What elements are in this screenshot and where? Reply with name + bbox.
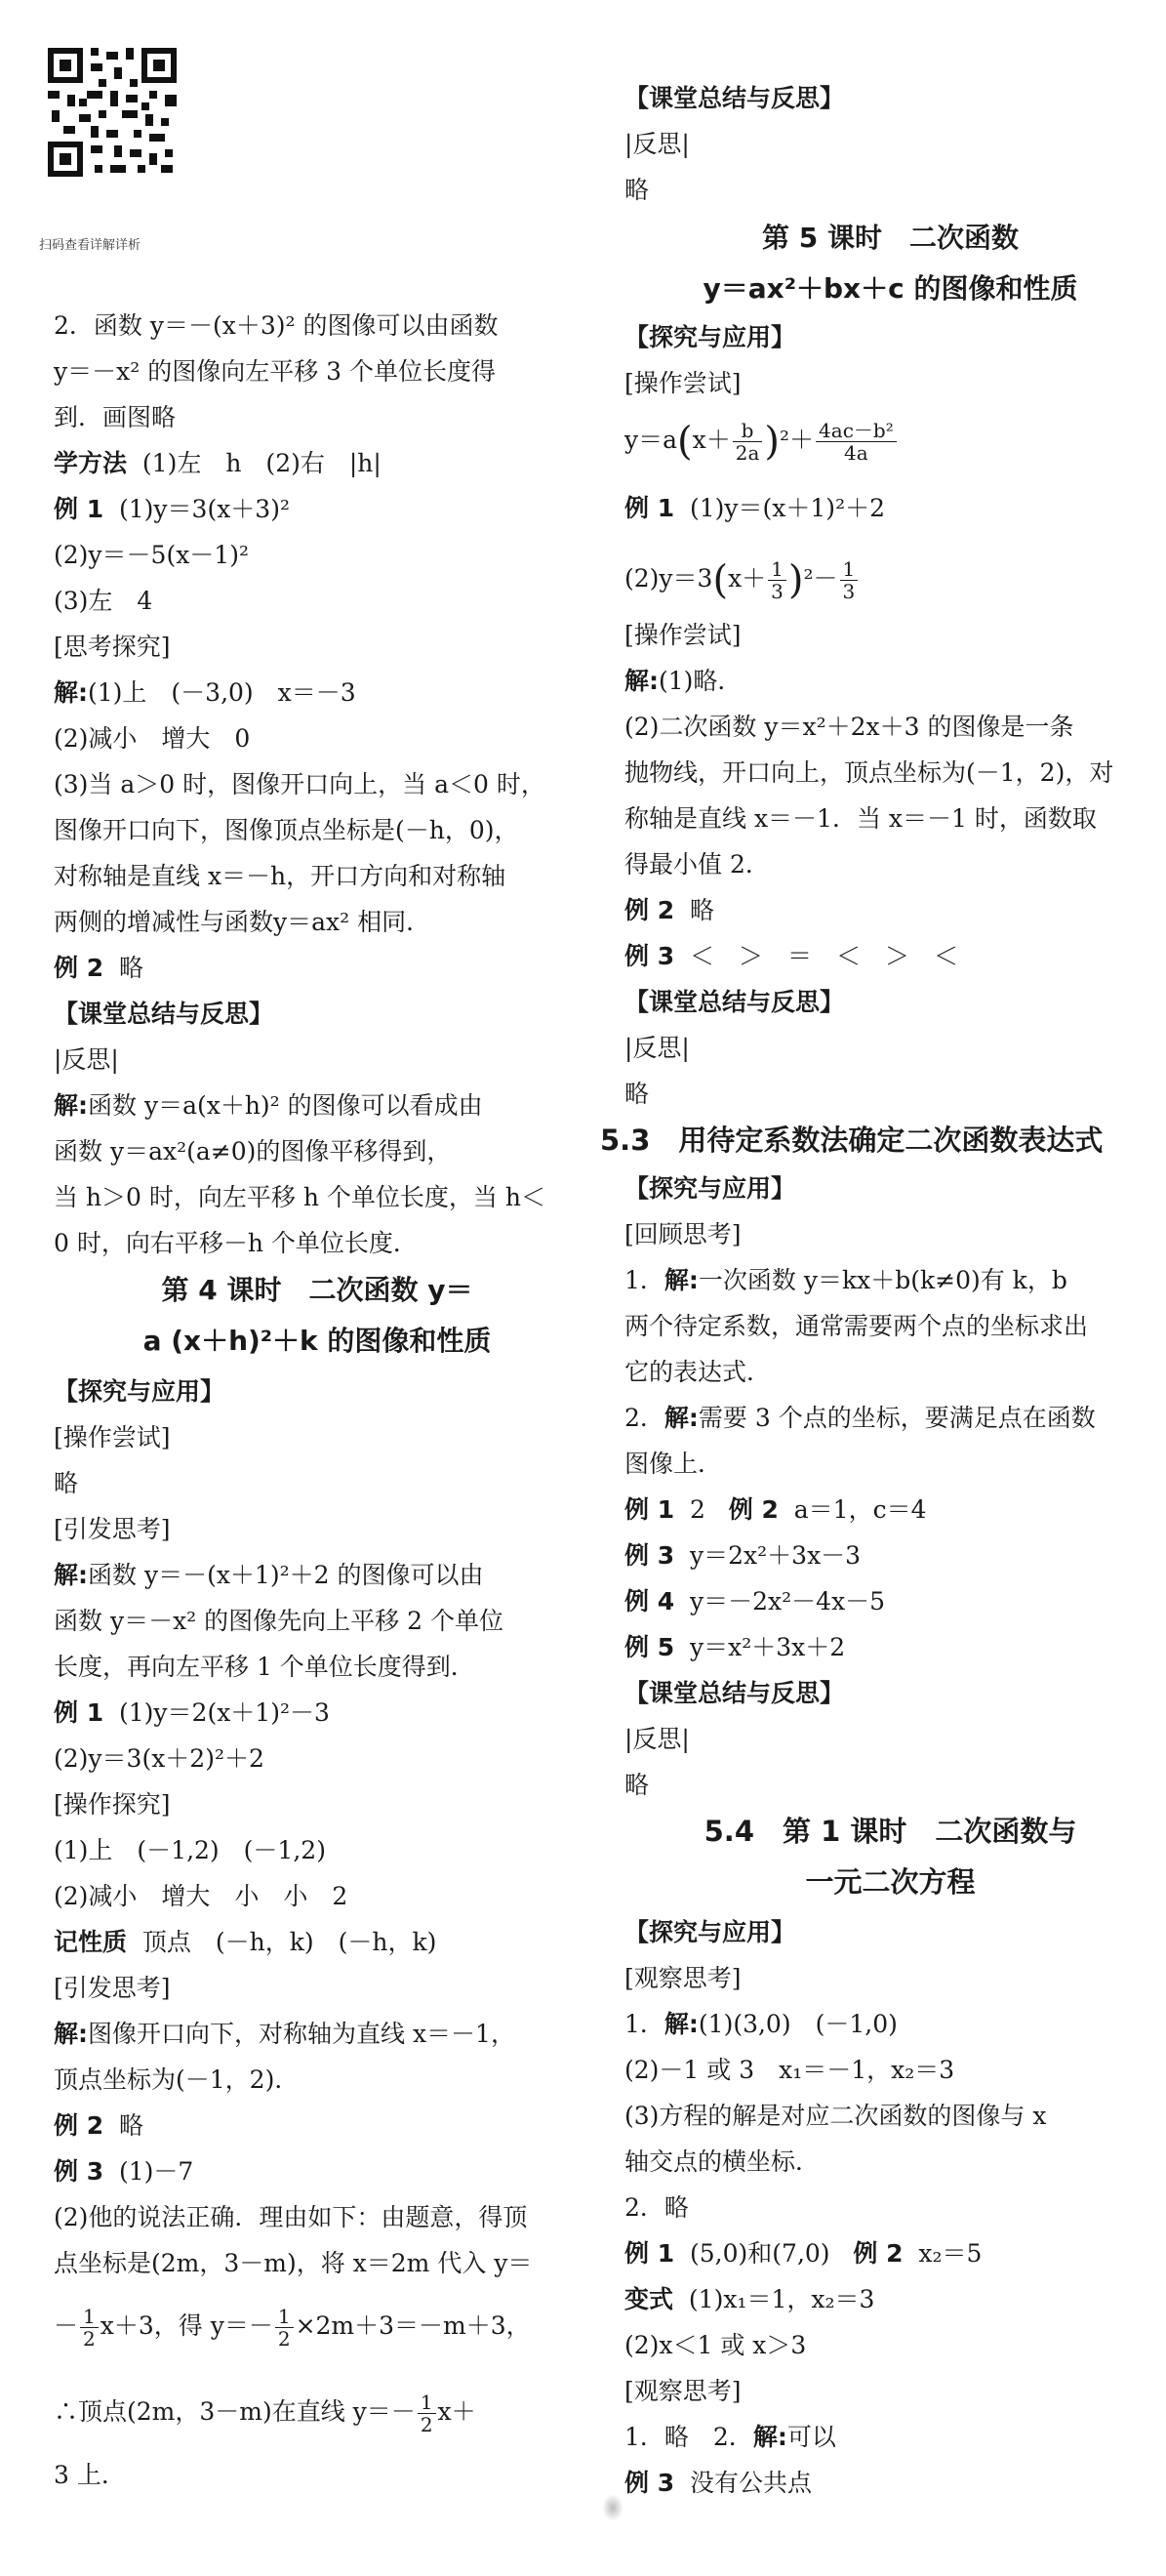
text-line bbox=[54, 1560, 483, 1591]
fraction-denominator: 2a bbox=[735, 441, 760, 465]
text-line bbox=[624, 2284, 874, 2315]
answer-text: 略 bbox=[690, 896, 715, 924]
fraction-numerator: 1 bbox=[840, 558, 859, 581]
text-line: 对称轴是直线 x＝－h，开口方向和对称轴 bbox=[54, 862, 506, 890]
fraction-denominator: 2 bbox=[277, 2327, 291, 2351]
example-label: 例 1 bbox=[624, 1495, 675, 1524]
text-line bbox=[54, 953, 143, 984]
example-label: 例 2 bbox=[728, 1495, 779, 1524]
chapter-heading: 一元二次方程 bbox=[805, 1865, 976, 1899]
example-label: 例 1 bbox=[54, 495, 104, 523]
paren-right: ) bbox=[787, 557, 804, 603]
fraction bbox=[733, 420, 763, 464]
section-heading: 【探究与应用】 bbox=[54, 1377, 225, 1406]
answer-text: ＜ ＞ ＝ ＜ ＞ ＜ bbox=[690, 942, 959, 970]
text-line: (2)－1 或 3 x₁＝－1，x₂＝3 bbox=[624, 2056, 955, 2084]
chapter-heading: 5.3 用待定系数法确定二次函数表达式 bbox=[600, 1124, 1104, 1157]
text-line: 略 bbox=[624, 1080, 650, 1108]
math-text: x＋3，得 y＝－ bbox=[100, 2311, 273, 2340]
subsection-label: |反思| bbox=[624, 1725, 690, 1753]
answer-text: 图像开口向下，对称轴为直线 x＝－1， bbox=[88, 2020, 515, 2048]
answer-text: 2 bbox=[690, 1495, 705, 1524]
text-line: 两个待定系数，通常需要两个点的坐标求出 bbox=[624, 1312, 1089, 1340]
text-line bbox=[624, 1403, 1096, 1434]
section-heading: 【课堂总结与反思】 bbox=[624, 84, 845, 112]
text-line bbox=[54, 1927, 436, 1958]
answer-text: 顶点 (－h，k) (－h，k) bbox=[141, 1928, 437, 1956]
subsection-label: [观察思考] bbox=[624, 2377, 742, 2405]
solution-label: 解: bbox=[54, 1561, 88, 1589]
lesson-title: 第 5 课时 二次函数 bbox=[762, 222, 1019, 254]
answer-text: (1)(3,0) (－1,0) bbox=[698, 2010, 898, 2038]
subsection-label: |反思| bbox=[54, 1045, 119, 1074]
text-line bbox=[624, 1265, 1067, 1296]
text-line bbox=[54, 1090, 483, 1122]
answer-text: (5,0)和(7,0) bbox=[690, 2239, 830, 2268]
text-line bbox=[54, 494, 290, 525]
fraction bbox=[768, 558, 786, 602]
text-line: (2)y＝－5(x－1)² bbox=[54, 541, 249, 569]
text-line: (2)y＝3(x＋2)²＋2 bbox=[54, 1744, 264, 1773]
math-text: (2)y＝3 bbox=[624, 564, 713, 593]
text-line bbox=[54, 2019, 515, 2050]
example-label: 例 2 bbox=[54, 2111, 104, 2140]
example-label: 例 2 bbox=[54, 954, 104, 982]
subsection-label: [引发思考] bbox=[54, 1515, 171, 1543]
subsection-label: [引发思考] bbox=[54, 1974, 171, 2002]
lesson-title: 第 4 课时 二次函数 y＝ bbox=[161, 1274, 473, 1306]
text-line: y＝－x² 的图像向左平移 3 个单位长度得 bbox=[54, 357, 496, 386]
qr-caption: 扫码查看详解详析 bbox=[39, 238, 141, 253]
text-line bbox=[624, 2468, 812, 2499]
math-text: ∴顶点(2m，3－m)在直线 y＝－ bbox=[54, 2397, 416, 2426]
fraction-numerator: 1 bbox=[418, 2392, 436, 2414]
example-label: 例 4 bbox=[624, 1587, 675, 1615]
text-line: 长度，再向左平移 1 个单位长度得到． bbox=[54, 1653, 475, 1681]
fraction bbox=[840, 558, 859, 602]
text-line: 点坐标是(2m，3－m)，将 x＝2m 代入 y＝ bbox=[54, 2249, 533, 2277]
text-line: (2)二次函数 y＝x²＋2x＋3 的图像是一条 bbox=[624, 713, 1074, 741]
answer-text: (1)上 (－3,0) x＝－3 bbox=[88, 678, 356, 707]
text-line bbox=[624, 2238, 982, 2269]
answer-text: x₂＝5 bbox=[918, 2239, 983, 2268]
text-line: (3)当 a＞0 时，图像开口向上，当 a＜0 时， bbox=[54, 770, 545, 798]
fraction-numerator: 1 bbox=[768, 558, 786, 581]
text-line: 2．略 bbox=[624, 2193, 689, 2222]
answer-text: (1)－7 bbox=[119, 2157, 194, 2186]
section-heading: 【探究与应用】 bbox=[624, 1174, 796, 1203]
solution-label: 解: bbox=[54, 1091, 88, 1120]
text-line: (3)左 4 bbox=[54, 587, 153, 615]
example-label: 例 2 bbox=[624, 896, 675, 924]
text-line bbox=[54, 448, 382, 479]
answer-text: 需要 3 个点的坐标，要满足点在函数 bbox=[698, 1404, 1096, 1432]
text-line bbox=[54, 2306, 531, 2350]
text-line bbox=[624, 2422, 836, 2453]
solution-label: 解: bbox=[54, 678, 88, 707]
subsection-label: |反思| bbox=[624, 130, 690, 158]
paren-left: ( bbox=[677, 419, 693, 465]
item-number: 2． bbox=[624, 1404, 664, 1432]
text-line bbox=[624, 666, 742, 697]
text-line bbox=[624, 2009, 898, 2040]
section-label: 记性质 bbox=[54, 1928, 128, 1956]
item-number: 1． bbox=[624, 1266, 664, 1294]
solution-label: 解: bbox=[663, 1404, 699, 1432]
solution-label: 解: bbox=[663, 2010, 699, 2038]
answer-text: (1)y＝3(x＋3)² bbox=[119, 495, 290, 523]
example-label: 例 3 bbox=[624, 2469, 675, 2497]
text-line: 到．画图略 bbox=[54, 403, 177, 431]
text-line: 它的表达式． bbox=[624, 1358, 772, 1386]
fraction-numerator: 4ac－b² bbox=[816, 420, 897, 442]
fraction-denominator: 2 bbox=[83, 2327, 96, 2351]
example-label: 例 2 bbox=[853, 2239, 904, 2268]
math-text: ²－ bbox=[803, 564, 838, 593]
text-line: 图像开口向下，图像顶点坐标是(－h，0)， bbox=[54, 816, 519, 844]
math-text: ×2m＋3＝－m＋3， bbox=[295, 2311, 531, 2340]
answer-text: (1)左 h (2)右 |h| bbox=[141, 449, 382, 477]
text-line: 函数 y＝ax²(a≠0)的图像平移得到， bbox=[54, 1137, 452, 1165]
answer-text: (1)x₁＝1，x₂＝3 bbox=[688, 2285, 875, 2313]
section-heading: 【探究与应用】 bbox=[624, 323, 796, 351]
answer-text: (1)略． bbox=[659, 667, 743, 695]
math-text: x＋ bbox=[692, 426, 731, 454]
fraction-numerator: 1 bbox=[275, 2306, 294, 2328]
text-line: 称轴是直线 x＝－1．当 x＝－1 时，函数取 bbox=[624, 804, 1097, 833]
fraction bbox=[418, 2392, 436, 2435]
section-label: 学方法 bbox=[54, 449, 128, 477]
formula-line bbox=[624, 558, 860, 602]
answer-text: 函数 y＝a(x＋h)² 的图像可以看成由 bbox=[88, 1091, 483, 1120]
qr-code-image bbox=[44, 44, 181, 181]
answer-text: 1．略 2． bbox=[624, 2423, 753, 2451]
answer-text: y＝2x²＋3x－3 bbox=[690, 1541, 862, 1570]
lesson-title: a (x＋h)²＋k 的图像和性质 bbox=[142, 1325, 492, 1357]
answer-text: a＝1，c＝4 bbox=[793, 1495, 927, 1524]
lesson-title: y＝ax²＋bx＋c 的图像和性质 bbox=[703, 272, 1078, 305]
text-line: 略 bbox=[54, 1469, 79, 1497]
solution-label: 解: bbox=[624, 667, 659, 695]
chapter-heading: 5.4 第 1 课时 二次函数与 bbox=[704, 1815, 1077, 1848]
subsection-label: [回顾思考] bbox=[624, 1220, 742, 1248]
example-label: 例 1 bbox=[624, 2239, 675, 2268]
text-line bbox=[54, 677, 356, 709]
text-line: 函数 y＝－x² 的图像先向上平移 2 个单位 bbox=[54, 1607, 503, 1635]
example-label: 例 5 bbox=[624, 1633, 675, 1661]
text-line: 0 时，向右平移－h 个单位长度． bbox=[54, 1229, 418, 1257]
fraction-numerator: b bbox=[733, 420, 763, 442]
variant-label: 变式 bbox=[624, 2285, 674, 2313]
section-heading: 【探究与应用】 bbox=[624, 1918, 796, 1946]
text-line: 略 bbox=[624, 176, 650, 204]
text-line: 当 h＞0 时，向左平移 h 个单位长度，当 h＜ bbox=[54, 1183, 545, 1211]
text-line: 2．函数 y＝－(x＋3)² 的图像可以由函数 bbox=[54, 311, 499, 340]
answer-text: 没有公共点 bbox=[690, 2469, 813, 2497]
fraction-denominator: 2 bbox=[420, 2413, 433, 2436]
subsection-label: [操作尝试] bbox=[624, 369, 742, 397]
fraction bbox=[275, 2306, 294, 2350]
subsection-label: [操作探究] bbox=[54, 1790, 171, 1819]
subsection-label: |反思| bbox=[624, 1034, 690, 1062]
fraction-denominator: 3 bbox=[842, 580, 856, 603]
text-line: 顶点坐标为(－1，2)． bbox=[54, 2065, 300, 2094]
text-line bbox=[624, 1540, 861, 1572]
section-heading: 【课堂总结与反思】 bbox=[624, 988, 845, 1016]
answer-text: 一次函数 y＝kx＋b(k≠0)有 k，b bbox=[698, 1266, 1067, 1294]
text-line: (2)减小 增大 0 bbox=[54, 724, 251, 753]
answer-text: 函数 y＝－(x＋1)²＋2 的图像可以由 bbox=[88, 1561, 484, 1589]
text-line bbox=[54, 1697, 330, 1729]
subsection-label: [观察思考] bbox=[624, 1964, 742, 1992]
math-text: x＋ bbox=[437, 2397, 476, 2426]
text-line: 图像上． bbox=[624, 1450, 723, 1478]
answer-text: 可以 bbox=[786, 2423, 836, 2451]
subsection-label: [操作尝试] bbox=[624, 621, 742, 649]
example-label: 例 3 bbox=[624, 1541, 675, 1570]
answer-text: 略 bbox=[119, 2111, 144, 2140]
text-line: 抛物线，开口向上，顶点坐标为(－1，2)，对 bbox=[624, 758, 1114, 787]
example-label: 例 3 bbox=[624, 942, 675, 970]
answer-text: (1)y＝(x＋1)²＋2 bbox=[690, 494, 885, 522]
fraction-denominator: 4a bbox=[844, 441, 868, 465]
subsection-label: [操作尝试] bbox=[54, 1423, 171, 1452]
text-line bbox=[54, 2156, 193, 2188]
fraction bbox=[816, 420, 897, 464]
fraction bbox=[80, 2306, 99, 2350]
text-line: 两侧的增减性与函数y＝ax² 相同． bbox=[54, 908, 431, 936]
example-label: 例 3 bbox=[54, 2157, 104, 2186]
example-label: 例 1 bbox=[54, 1698, 104, 1727]
text-line bbox=[624, 1632, 845, 1663]
math-text: ²＋ bbox=[780, 426, 815, 454]
section-heading: 【课堂总结与反思】 bbox=[624, 1679, 845, 1707]
text-line: 3 上． bbox=[54, 2461, 126, 2489]
text-line: (2)x＜1 或 x＞3 bbox=[624, 2331, 807, 2359]
text-line: (1)上 (－1,2) (－1,2) bbox=[54, 1836, 326, 1864]
solution-label: 解: bbox=[663, 1266, 699, 1294]
text-line: 轴交点的横坐标． bbox=[624, 2147, 821, 2176]
item-number: 1． bbox=[624, 2010, 664, 2038]
text-line bbox=[624, 895, 714, 926]
text-line bbox=[624, 1586, 885, 1617]
math-sign: － bbox=[54, 2311, 79, 2340]
text-line: (2)他的说法正确．理由如下：由题意，得顶 bbox=[54, 2203, 528, 2231]
answer-text: (1)y＝2(x＋1)²－3 bbox=[119, 1698, 330, 1727]
text-line bbox=[624, 1494, 927, 1526]
text-line bbox=[624, 493, 885, 524]
math-text: y＝a bbox=[624, 426, 678, 454]
formula-line bbox=[624, 420, 899, 464]
text-line: 略 bbox=[624, 1771, 650, 1799]
paren-left: ( bbox=[712, 557, 729, 603]
subsection-label: [思考探究] bbox=[54, 633, 171, 661]
answer-text: 略 bbox=[119, 954, 144, 982]
solution-label: 解: bbox=[752, 2423, 787, 2451]
text-line bbox=[54, 2110, 143, 2142]
scan-smudge bbox=[602, 2494, 623, 2521]
fraction-denominator: 3 bbox=[771, 580, 784, 603]
section-heading: 【课堂总结与反思】 bbox=[54, 1000, 274, 1028]
text-line: 得最小值 2． bbox=[624, 850, 770, 879]
text-line bbox=[624, 941, 958, 972]
answer-text: y＝x²＋3x＋2 bbox=[690, 1633, 846, 1661]
text-line bbox=[54, 2392, 476, 2435]
solution-label: 解: bbox=[54, 2020, 88, 2048]
fraction-numerator: 1 bbox=[80, 2306, 99, 2328]
qr-code[interactable] bbox=[44, 44, 181, 181]
paren-right: ) bbox=[764, 419, 781, 465]
example-label: 例 1 bbox=[624, 494, 675, 522]
math-text: x＋ bbox=[728, 564, 767, 593]
text-line: (2)减小 增大 小 小 2 bbox=[54, 1882, 348, 1910]
answer-text: y＝－2x²－4x－5 bbox=[690, 1587, 886, 1615]
text-line: (3)方程的解是对应二次函数的图像与 x bbox=[624, 2102, 1047, 2130]
